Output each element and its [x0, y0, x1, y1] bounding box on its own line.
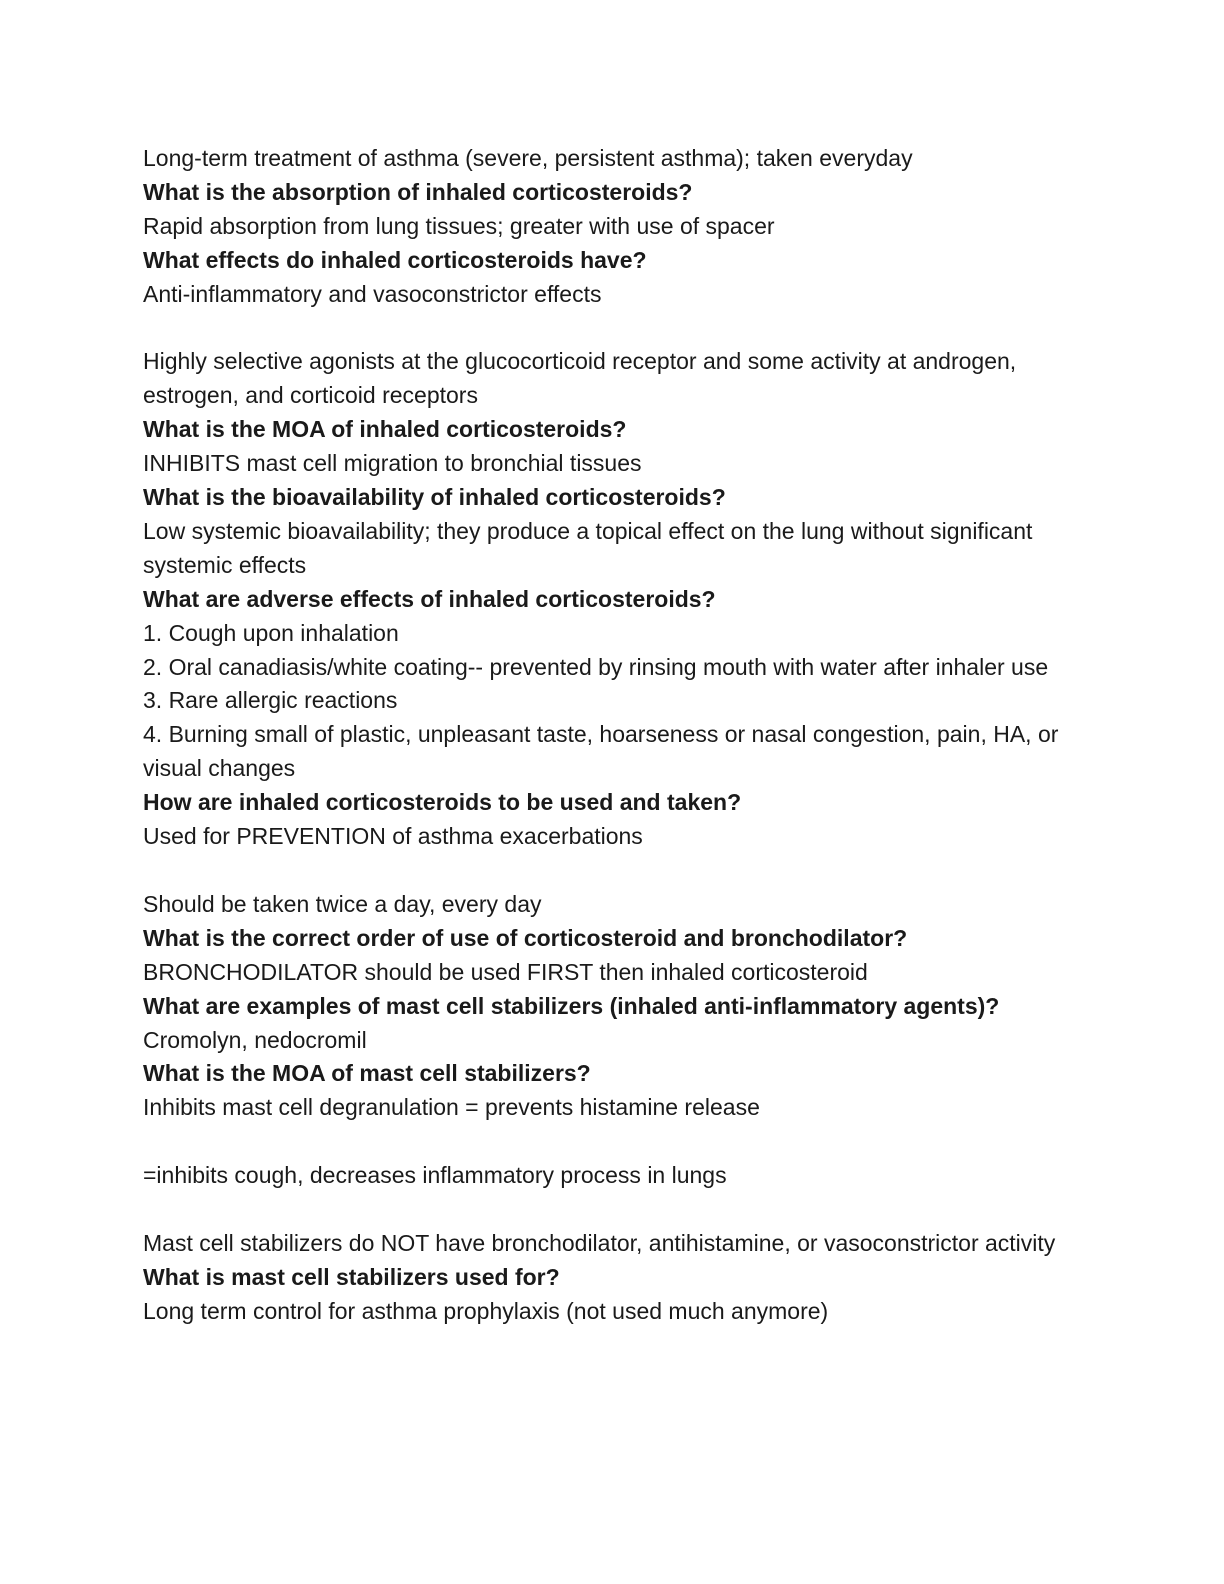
answer-text: Inhibits mast cell degranulation = prevents histamine release — [143, 1094, 760, 1121]
answer-text: Low systemic bioavailability; they produce a topical effect on the lung without significant systemic effects — [143, 517, 1033, 578]
blank-line — [143, 1193, 1083, 1227]
question-heading: What are adverse effects of inhaled corticosteroids? — [143, 585, 716, 612]
answer-text: Anti-inflammatory and vasoconstrictor effects — [143, 280, 602, 307]
list-item: 4. Burning small of plastic, unpleasant taste, hoarseness or nasal congestion, pain, HA, or visual changes — [143, 721, 1059, 782]
question-heading: What effects do inhaled corticosteroids have? — [143, 246, 647, 273]
question-heading: What are examples of mast cell stabilizers (inhaled anti-inflammatory agents)? — [143, 992, 1000, 1019]
question-heading: What is the correct order of use of corticosteroid and bronchodilator? — [143, 924, 908, 951]
answer-text: Should be taken twice a day, every day — [143, 890, 542, 917]
question-heading: What is the MOA of inhaled corticosteroids? — [143, 416, 627, 443]
list-item: 2. Oral canadiasis/white coating-- prevented by rinsing mouth with water after inhaler use — [143, 653, 1049, 680]
answer-text: Cromolyn, nedocromil — [143, 1026, 367, 1053]
list-item: 1. Cough upon inhalation — [143, 619, 399, 646]
blank-line — [143, 1125, 1083, 1159]
blank-line — [143, 854, 1083, 888]
answer-text: Used for PREVENTION of asthma exacerbations — [143, 823, 643, 850]
answer-text: Rapid absorption from lung tissues; greater with use of spacer — [143, 212, 775, 239]
list-item: 3. Rare allergic reactions — [143, 687, 398, 714]
document-page — [143, 142, 1083, 1329]
answer-text: Highly selective agonists at the glucocorticoid receptor and some activity at androgen, estrogen, and corticoid receptors — [143, 348, 1017, 409]
answer-text: Mast cell stabilizers do NOT have bronchodilator, antihistamine, or vasoconstrictor activity — [143, 1229, 1056, 1256]
answer-text: BRONCHODILATOR should be used FIRST then inhaled corticosteroid — [143, 958, 868, 985]
answer-text: =inhibits cough, decreases inflammatory process in lungs — [143, 1162, 727, 1189]
answer-text: INHIBITS mast cell migration to bronchial tissues — [143, 450, 642, 477]
answer-text: Long term control for asthma prophylaxis (not used much anymore) — [143, 1297, 829, 1324]
question-heading: What is the bioavailability of inhaled corticosteroids? — [143, 484, 726, 511]
question-heading: What is the MOA of mast cell stabilizers? — [143, 1060, 591, 1087]
question-heading: What is mast cell stabilizers used for? — [143, 1263, 560, 1290]
blank-line — [143, 312, 1083, 346]
question-heading: How are inhaled corticosteroids to be used and taken? — [143, 789, 742, 816]
question-heading: What is the absorption of inhaled corticosteroids? — [143, 178, 693, 205]
answer-text: Long-term treatment of asthma (severe, persistent asthma); taken everyday — [143, 145, 913, 171]
